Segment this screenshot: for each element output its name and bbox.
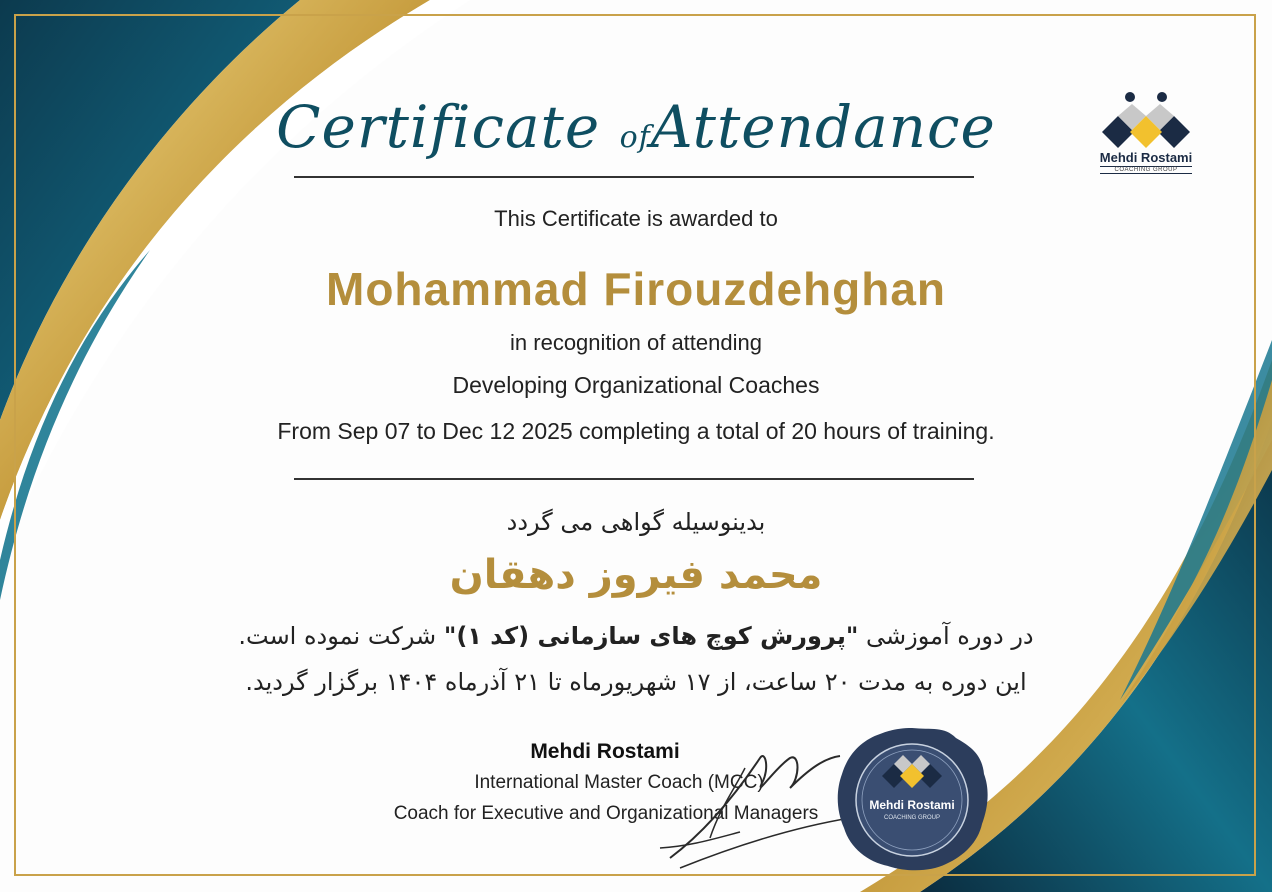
seal-name: Mehdi Rostami: [869, 798, 955, 812]
middle-divider: [294, 478, 974, 480]
persian-course-line: [0, 622, 1272, 650]
signatory-name: Mehdi Rostami: [530, 740, 680, 763]
seal-subtitle: COACHING GROUP: [883, 815, 940, 821]
logo-name: Mehdi Rostami: [1099, 150, 1193, 165]
persian-dates-line: این دوره به مدت ۲۰ ساعت، از ۱۷ شهریورماه تا ۲۱ آذرماه ۱۴۰۴ برگزار گردید.: [245, 668, 1027, 696]
title-word-attendance: Attendance: [650, 93, 996, 161]
top-divider: [294, 176, 974, 178]
certificate-title: [0, 92, 1272, 173]
persian-course-suffix: شرکت نموده است.: [238, 622, 437, 650]
logo-subtitle: COACHING GROUP: [1100, 166, 1192, 174]
recognition-text: in recognition of attending: [510, 330, 762, 355]
recipient-name-persian: محمد فیروز دهقان: [449, 552, 823, 598]
title-word-of: of: [619, 120, 651, 155]
course-dates: From Sep 07 to Dec 12 2025 completing a total of 20 hours of training.: [277, 418, 995, 444]
title-word-certificate: Certificate: [276, 93, 601, 161]
persian-course-prefix: در دوره آموزشی: [866, 622, 1034, 650]
recipient-name-english: Mohammad Firouzdehghan: [326, 263, 946, 315]
persian-certify-line: بدینوسیله گواهی می گردد: [506, 508, 766, 536]
wax-seal: [832, 724, 992, 874]
awarded-to-text: This Certificate is awarded to: [494, 206, 778, 231]
persian-course-name: "پرورش کوچ های سازمانی (کد ۱)": [443, 622, 859, 650]
course-name: Developing Organizational Coaches: [452, 372, 820, 398]
signatory-title-1: International Master Coach (MCC): [474, 772, 764, 793]
signatory-title-2: Coach for Executive and Organizational Managers: [393, 803, 819, 824]
